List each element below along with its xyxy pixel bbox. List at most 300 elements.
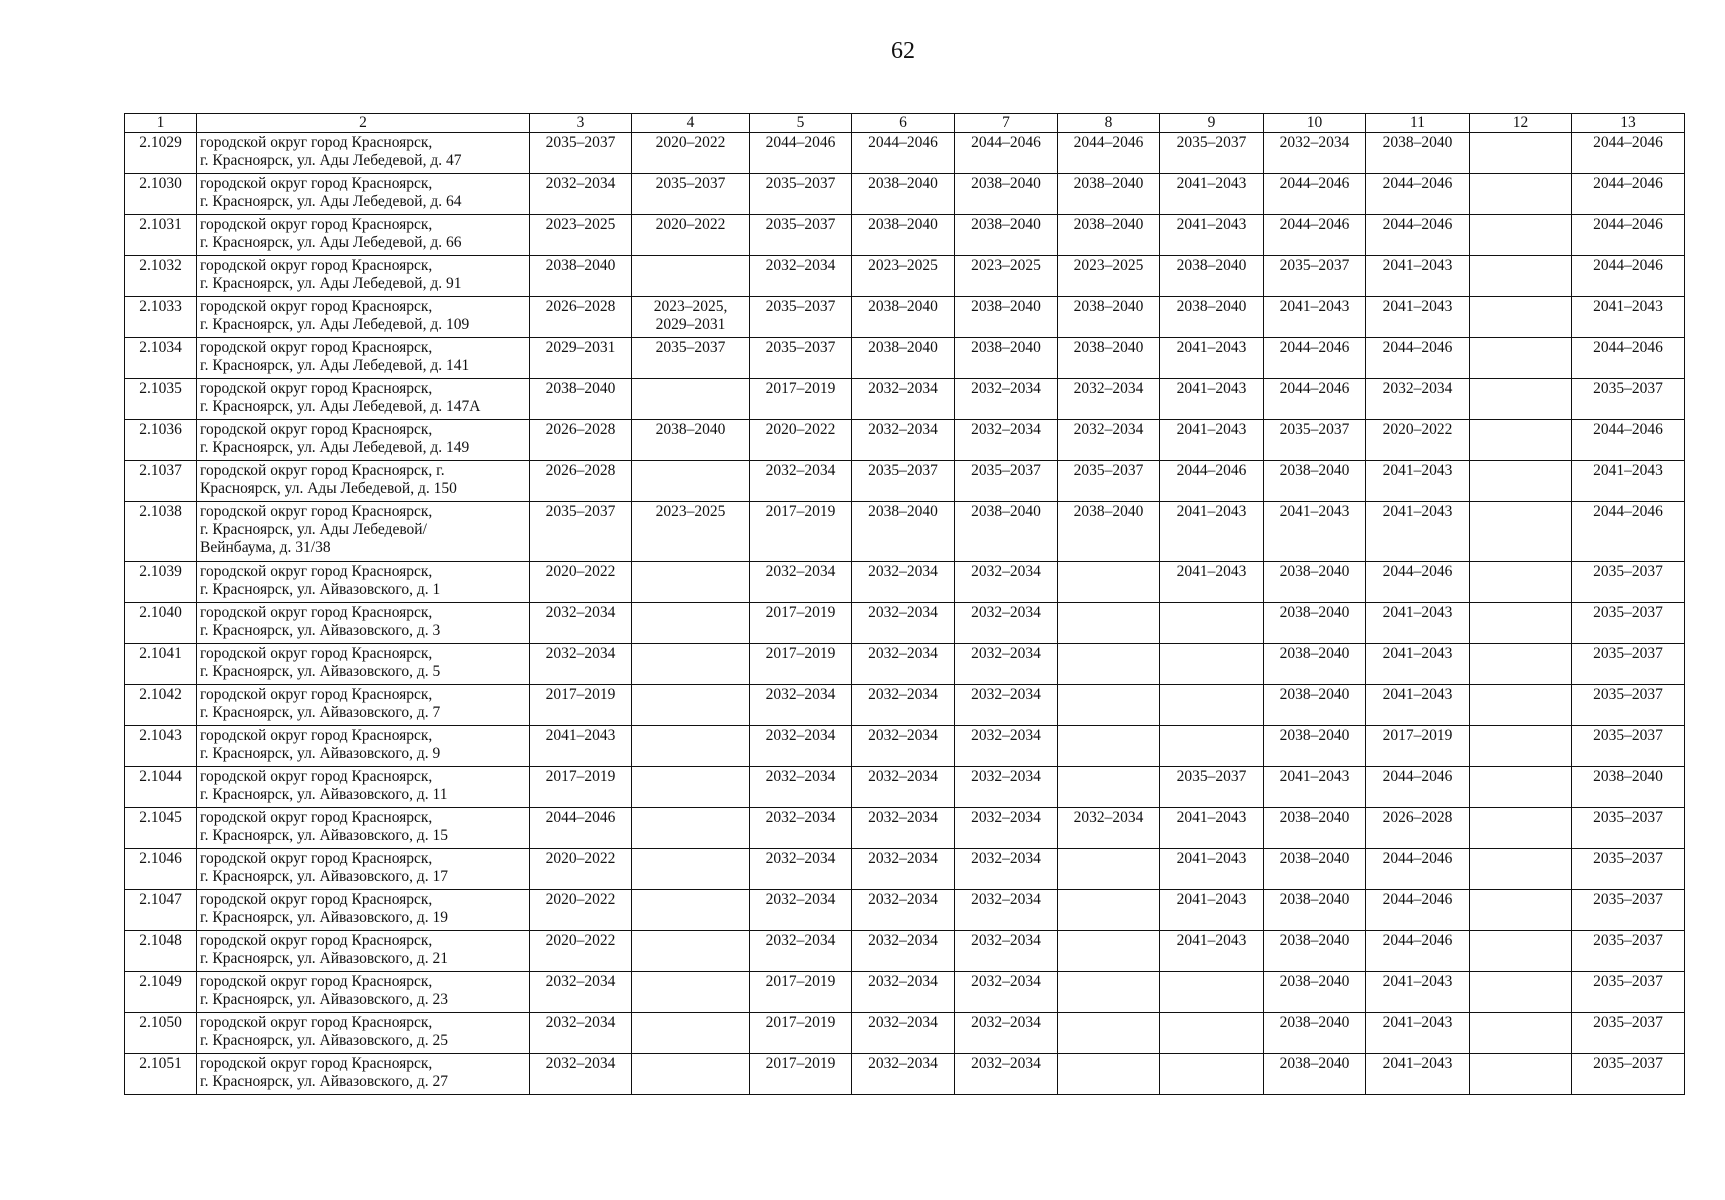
period-cell: 2038–2040: [1058, 174, 1160, 215]
period-cell: 2038–2040: [530, 379, 632, 420]
row-index-cell: 2.1048: [125, 931, 197, 972]
period-cell: 2038–2040: [1160, 297, 1264, 338]
period-cell: 2038–2040: [632, 420, 750, 461]
period-cell: 2032–2034: [852, 603, 955, 644]
period-cell: 2035–2037: [530, 502, 632, 562]
period-cell: 2038–2040: [1160, 256, 1264, 297]
period-cell: 2041–2043: [1264, 502, 1366, 562]
period-cell: 2035–2037: [1572, 562, 1685, 603]
period-cell: 2032–2034: [750, 849, 852, 890]
period-cell: 2044–2046: [1264, 174, 1366, 215]
period-cell: 2038–2040: [1264, 1013, 1366, 1054]
period-cell: 2032–2034: [750, 890, 852, 931]
address-cell: городской округ город Красноярск, г. Красноярск, ул. Ады Лебедевой, д. 150: [197, 461, 530, 502]
period-cell: [1160, 644, 1264, 685]
row-index-cell: 2.1032: [125, 256, 197, 297]
period-cell: 2020–2022: [530, 890, 632, 931]
address-cell: городской округ город Красноярск, г. Красноярск, ул. Ады Лебедевой, д. 149: [197, 420, 530, 461]
table-header: [125, 114, 1685, 133]
period-cell: [1058, 644, 1160, 685]
column-header: 12: [1470, 114, 1572, 133]
period-cell: 2032–2034: [955, 685, 1058, 726]
period-cell: 2038–2040: [1264, 808, 1366, 849]
period-cell: [1470, 808, 1572, 849]
period-cell: [1160, 726, 1264, 767]
period-cell: 2029–2031: [530, 338, 632, 379]
address-cell: городской округ город Красноярск, г. Красноярск, ул. Ады Лебедевой/ Вейнбаума, д. 31/38: [197, 502, 530, 562]
address-cell: городской округ город Красноярск, г. Красноярск, ул. Айвазовского, д. 15: [197, 808, 530, 849]
period-cell: 2032–2034: [955, 931, 1058, 972]
period-cell: 2044–2046: [1366, 890, 1470, 931]
period-cell: 2041–2043: [1160, 849, 1264, 890]
period-cell: 2035–2037: [1572, 808, 1685, 849]
period-cell: 2038–2040: [852, 338, 955, 379]
address-cell: городской округ город Красноярск, г. Красноярск, ул. Айвазовского, д. 7: [197, 685, 530, 726]
period-cell: 2035–2037: [632, 174, 750, 215]
period-cell: 2041–2043: [1160, 174, 1264, 215]
column-header: 6: [852, 114, 955, 133]
period-cell: 2035–2037: [1572, 726, 1685, 767]
period-cell: 2044–2046: [1264, 215, 1366, 256]
period-cell: 2044–2046: [750, 133, 852, 174]
period-cell: 2032–2034: [852, 808, 955, 849]
period-cell: [632, 1013, 750, 1054]
page-number: 62: [891, 38, 915, 64]
table-row: [125, 685, 1685, 726]
period-cell: 2038–2040: [955, 502, 1058, 562]
row-index-cell: 2.1030: [125, 174, 197, 215]
period-cell: 2035–2037: [1572, 603, 1685, 644]
period-cell: 2035–2037: [1160, 133, 1264, 174]
period-cell: [1058, 726, 1160, 767]
period-cell: 2038–2040: [1058, 502, 1160, 562]
period-cell: 2032–2034: [852, 379, 955, 420]
period-cell: [632, 849, 750, 890]
period-cell: [1058, 849, 1160, 890]
column-header: 2: [197, 114, 530, 133]
period-cell: 2044–2046: [1572, 420, 1685, 461]
period-cell: [1058, 1054, 1160, 1095]
period-cell: 2032–2034: [852, 972, 955, 1013]
period-cell: 2038–2040: [955, 338, 1058, 379]
period-cell: 2026–2028: [530, 420, 632, 461]
period-cell: 2041–2043: [1366, 1054, 1470, 1095]
period-cell: [1470, 685, 1572, 726]
period-cell: 2035–2037: [530, 133, 632, 174]
period-cell: 2038–2040: [1264, 972, 1366, 1013]
period-cell: 2032–2034: [750, 931, 852, 972]
period-cell: 2032–2034: [1264, 133, 1366, 174]
period-cell: 2032–2034: [955, 420, 1058, 461]
address-cell: городской округ город Красноярск, г. Красноярск, ул. Айвазовского, д. 25: [197, 1013, 530, 1054]
address-cell: городской округ город Красноярск, г. Красноярск, ул. Айвазовского, д. 5: [197, 644, 530, 685]
period-cell: 2035–2037: [632, 338, 750, 379]
period-cell: [1160, 685, 1264, 726]
period-cell: 2032–2034: [750, 726, 852, 767]
period-cell: [632, 603, 750, 644]
period-cell: [632, 931, 750, 972]
period-cell: 2032–2034: [750, 562, 852, 603]
period-cell: [1470, 1013, 1572, 1054]
period-cell: 2044–2046: [1264, 379, 1366, 420]
period-cell: 2032–2034: [955, 562, 1058, 603]
period-cell: 2038–2040: [955, 174, 1058, 215]
table-row: [125, 1013, 1685, 1054]
row-index-cell: 2.1051: [125, 1054, 197, 1095]
period-cell: [1470, 603, 1572, 644]
period-cell: 2026–2028: [1366, 808, 1470, 849]
table-row: [125, 644, 1685, 685]
period-cell: [1470, 726, 1572, 767]
period-cell: 2035–2037: [1058, 461, 1160, 502]
period-cell: 2044–2046: [852, 133, 955, 174]
period-cell: 2044–2046: [1366, 931, 1470, 972]
period-cell: 2044–2046: [1058, 133, 1160, 174]
period-cell: 2020–2022: [1366, 420, 1470, 461]
row-index-cell: 2.1040: [125, 603, 197, 644]
period-cell: 2041–2043: [1264, 767, 1366, 808]
period-cell: 2038–2040: [1264, 1054, 1366, 1095]
address-cell: городской округ город Красноярск, г. Красноярск, ул. Ады Лебедевой, д. 141: [197, 338, 530, 379]
period-cell: 2041–2043: [1572, 461, 1685, 502]
period-cell: 2044–2046: [1572, 256, 1685, 297]
period-cell: 2023–2025, 2029–2031: [632, 297, 750, 338]
period-cell: 2020–2022: [530, 849, 632, 890]
period-cell: [1470, 215, 1572, 256]
row-index-cell: 2.1047: [125, 890, 197, 931]
period-cell: 2038–2040: [1264, 644, 1366, 685]
period-cell: 2032–2034: [852, 890, 955, 931]
address-cell: городской округ город Красноярск, г. Красноярск, ул. Айвазовского, д. 1: [197, 562, 530, 603]
period-cell: 2041–2043: [1366, 297, 1470, 338]
row-index-cell: 2.1035: [125, 379, 197, 420]
period-cell: 2032–2034: [955, 379, 1058, 420]
period-cell: 2035–2037: [1572, 1054, 1685, 1095]
address-cell: городской округ город Красноярск, г. Красноярск, ул. Айвазовского, д. 19: [197, 890, 530, 931]
table-row: [125, 808, 1685, 849]
table-row: [125, 215, 1685, 256]
period-cell: [632, 808, 750, 849]
period-cell: 2032–2034: [750, 808, 852, 849]
period-cell: 2041–2043: [1160, 379, 1264, 420]
period-cell: 2017–2019: [530, 767, 632, 808]
period-cell: 2035–2037: [852, 461, 955, 502]
table-row: [125, 972, 1685, 1013]
period-cell: [1058, 1013, 1160, 1054]
period-cell: 2041–2043: [1366, 461, 1470, 502]
period-cell: [1470, 338, 1572, 379]
period-cell: [632, 256, 750, 297]
row-index-cell: 2.1038: [125, 502, 197, 562]
period-cell: [1058, 685, 1160, 726]
period-cell: 2023–2025: [955, 256, 1058, 297]
period-cell: 2044–2046: [1572, 133, 1685, 174]
table-row: [125, 931, 1685, 972]
row-index-cell: 2.1046: [125, 849, 197, 890]
period-cell: [632, 890, 750, 931]
period-cell: 2041–2043: [1366, 644, 1470, 685]
period-cell: 2044–2046: [1264, 338, 1366, 379]
period-cell: 2032–2034: [530, 1013, 632, 1054]
period-cell: [1058, 972, 1160, 1013]
period-cell: 2032–2034: [955, 644, 1058, 685]
table-row: [125, 502, 1685, 562]
column-header: 4: [632, 114, 750, 133]
period-cell: 2041–2043: [1160, 215, 1264, 256]
period-cell: [632, 767, 750, 808]
period-cell: 2032–2034: [530, 603, 632, 644]
address-cell: городской округ город Красноярск, г. Красноярск, ул. Айвазовского, д. 3: [197, 603, 530, 644]
period-cell: [632, 1054, 750, 1095]
period-cell: 2035–2037: [1572, 1013, 1685, 1054]
row-index-cell: 2.1041: [125, 644, 197, 685]
period-cell: 2041–2043: [1366, 685, 1470, 726]
row-index-cell: 2.1029: [125, 133, 197, 174]
period-cell: [1470, 174, 1572, 215]
table-row: [125, 726, 1685, 767]
period-cell: 2032–2034: [955, 767, 1058, 808]
table-row: [125, 562, 1685, 603]
period-cell: [1470, 972, 1572, 1013]
period-cell: 2026–2028: [530, 461, 632, 502]
period-cell: 2032–2034: [750, 685, 852, 726]
table-row: [125, 1054, 1685, 1095]
column-header: 7: [955, 114, 1058, 133]
period-cell: 2044–2046: [530, 808, 632, 849]
row-index-cell: 2.1039: [125, 562, 197, 603]
period-cell: 2038–2040: [1264, 726, 1366, 767]
period-cell: [1470, 133, 1572, 174]
period-cell: 2017–2019: [750, 1013, 852, 1054]
period-cell: [632, 726, 750, 767]
period-cell: 2038–2040: [955, 215, 1058, 256]
address-cell: городской округ город Красноярск, г. Красноярск, ул. Ады Лебедевой, д. 47: [197, 133, 530, 174]
row-index-cell: 2.1044: [125, 767, 197, 808]
period-cell: 2017–2019: [750, 502, 852, 562]
period-cell: 2032–2034: [750, 256, 852, 297]
row-index-cell: 2.1036: [125, 420, 197, 461]
table-row: [125, 767, 1685, 808]
period-cell: 2044–2046: [1366, 562, 1470, 603]
period-cell: 2020–2022: [632, 215, 750, 256]
period-cell: 2044–2046: [1572, 174, 1685, 215]
period-cell: 2041–2043: [1160, 890, 1264, 931]
period-cell: 2032–2034: [852, 767, 955, 808]
period-cell: [1470, 461, 1572, 502]
period-cell: 2044–2046: [1366, 849, 1470, 890]
period-cell: 2038–2040: [852, 215, 955, 256]
period-cell: [1470, 256, 1572, 297]
period-cell: 2038–2040: [1264, 603, 1366, 644]
table-row: [125, 133, 1685, 174]
row-index-cell: 2.1031: [125, 215, 197, 256]
period-cell: 2032–2034: [852, 644, 955, 685]
period-cell: [1058, 767, 1160, 808]
table-row: [125, 297, 1685, 338]
period-cell: [1470, 562, 1572, 603]
period-cell: 2041–2043: [1160, 420, 1264, 461]
row-index-cell: 2.1043: [125, 726, 197, 767]
period-cell: [1470, 1054, 1572, 1095]
period-cell: 2017–2019: [750, 644, 852, 685]
period-cell: 2038–2040: [1264, 931, 1366, 972]
period-cell: [1058, 603, 1160, 644]
row-index-cell: 2.1034: [125, 338, 197, 379]
period-cell: 2032–2034: [1058, 379, 1160, 420]
period-cell: 2032–2034: [955, 726, 1058, 767]
column-header: 10: [1264, 114, 1366, 133]
period-cell: 2017–2019: [530, 685, 632, 726]
period-cell: 2032–2034: [852, 849, 955, 890]
period-cell: 2038–2040: [852, 297, 955, 338]
period-cell: 2020–2022: [530, 931, 632, 972]
row-index-cell: 2.1050: [125, 1013, 197, 1054]
period-cell: 2023–2025: [632, 502, 750, 562]
period-cell: 2038–2040: [1264, 461, 1366, 502]
period-cell: [1470, 420, 1572, 461]
period-cell: 2041–2043: [1366, 972, 1470, 1013]
period-cell: 2044–2046: [1572, 215, 1685, 256]
period-cell: [1160, 1054, 1264, 1095]
period-cell: 2035–2037: [1572, 849, 1685, 890]
table-body: [125, 133, 1685, 1095]
address-cell: городской округ город Красноярск, г. Красноярск, ул. Ады Лебедевой, д. 147А: [197, 379, 530, 420]
period-cell: 2041–2043: [1160, 338, 1264, 379]
period-cell: 2038–2040: [1058, 215, 1160, 256]
period-cell: 2044–2046: [955, 133, 1058, 174]
period-cell: [1470, 297, 1572, 338]
period-cell: 2032–2034: [955, 972, 1058, 1013]
address-cell: городской округ город Красноярск, г. Красноярск, ул. Ады Лебедевой, д. 91: [197, 256, 530, 297]
period-cell: 2035–2037: [1572, 379, 1685, 420]
table-row: [125, 338, 1685, 379]
period-cell: 2032–2034: [852, 420, 955, 461]
period-cell: 2032–2034: [852, 726, 955, 767]
period-cell: 2023–2025: [530, 215, 632, 256]
header-row: [125, 114, 1685, 133]
period-cell: 2038–2040: [530, 256, 632, 297]
period-cell: 2032–2034: [530, 972, 632, 1013]
period-cell: 2038–2040: [1366, 133, 1470, 174]
address-cell: городской округ город Красноярск, г. Красноярск, ул. Айвазовского, д. 9: [197, 726, 530, 767]
period-cell: 2035–2037: [1572, 644, 1685, 685]
address-cell: городской округ город Красноярск, г. Красноярск, ул. Айвазовского, д. 27: [197, 1054, 530, 1095]
period-cell: 2032–2034: [955, 890, 1058, 931]
period-cell: 2041–2043: [1366, 1013, 1470, 1054]
table-row: [125, 256, 1685, 297]
period-cell: [1160, 1013, 1264, 1054]
period-cell: [1160, 972, 1264, 1013]
row-index-cell: 2.1033: [125, 297, 197, 338]
period-cell: [1470, 379, 1572, 420]
period-cell: 2041–2043: [1366, 502, 1470, 562]
address-cell: городской округ город Красноярск, г. Красноярск, ул. Айвазовского, д. 23: [197, 972, 530, 1013]
period-cell: 2032–2034: [1058, 808, 1160, 849]
period-cell: 2044–2046: [1366, 215, 1470, 256]
address-cell: городской округ город Красноярск, г. Красноярск, ул. Ады Лебедевой, д. 64: [197, 174, 530, 215]
period-cell: 2038–2040: [1264, 849, 1366, 890]
period-cell: 2020–2022: [632, 133, 750, 174]
period-cell: 2044–2046: [1366, 767, 1470, 808]
period-cell: 2044–2046: [1366, 338, 1470, 379]
period-cell: 2044–2046: [1572, 338, 1685, 379]
column-header: 13: [1572, 114, 1685, 133]
period-cell: [632, 562, 750, 603]
period-cell: 2032–2034: [852, 1054, 955, 1095]
period-cell: 2038–2040: [955, 297, 1058, 338]
period-cell: 2038–2040: [1058, 338, 1160, 379]
period-cell: 2017–2019: [750, 972, 852, 1013]
address-cell: городской округ город Красноярск, г. Красноярск, ул. Ады Лебедевой, д. 109: [197, 297, 530, 338]
table-row: [125, 890, 1685, 931]
period-cell: [1470, 931, 1572, 972]
period-cell: 2035–2037: [750, 338, 852, 379]
period-cell: 2035–2037: [750, 297, 852, 338]
period-cell: 2041–2043: [1160, 502, 1264, 562]
period-cell: [1470, 502, 1572, 562]
column-header: 5: [750, 114, 852, 133]
table-row: [125, 379, 1685, 420]
period-cell: 2017–2019: [1366, 726, 1470, 767]
period-cell: 2032–2034: [530, 644, 632, 685]
period-cell: 2017–2019: [750, 603, 852, 644]
table-row: [125, 849, 1685, 890]
period-cell: [1058, 890, 1160, 931]
period-cell: 2038–2040: [1058, 297, 1160, 338]
period-cell: 2017–2019: [750, 379, 852, 420]
column-header: 11: [1366, 114, 1470, 133]
table-row: [125, 461, 1685, 502]
period-cell: 2032–2034: [852, 562, 955, 603]
column-header: 3: [530, 114, 632, 133]
period-cell: 2032–2034: [955, 849, 1058, 890]
period-cell: [632, 685, 750, 726]
period-cell: 2041–2043: [1264, 297, 1366, 338]
period-cell: [1470, 849, 1572, 890]
period-cell: 2032–2034: [750, 767, 852, 808]
row-index-cell: 2.1042: [125, 685, 197, 726]
period-cell: 2035–2037: [1572, 931, 1685, 972]
period-cell: 2023–2025: [852, 256, 955, 297]
period-cell: 2035–2037: [1572, 972, 1685, 1013]
period-cell: 2035–2037: [1572, 890, 1685, 931]
column-header: 9: [1160, 114, 1264, 133]
period-cell: 2041–2043: [1366, 603, 1470, 644]
period-cell: 2041–2043: [1366, 256, 1470, 297]
period-cell: 2038–2040: [1572, 767, 1685, 808]
row-index-cell: 2.1049: [125, 972, 197, 1013]
period-cell: 2026–2028: [530, 297, 632, 338]
table-row: [125, 603, 1685, 644]
column-header: 1: [125, 114, 197, 133]
period-cell: [1470, 644, 1572, 685]
table-row: [125, 420, 1685, 461]
period-cell: 2038–2040: [852, 502, 955, 562]
period-cell: 2017–2019: [750, 1054, 852, 1095]
period-cell: 2044–2046: [1160, 461, 1264, 502]
period-cell: 2041–2043: [1160, 562, 1264, 603]
period-cell: 2032–2034: [852, 685, 955, 726]
period-cell: 2032–2034: [955, 1013, 1058, 1054]
period-cell: 2038–2040: [1264, 562, 1366, 603]
period-cell: 2032–2034: [1058, 420, 1160, 461]
period-cell: 2038–2040: [852, 174, 955, 215]
period-cell: 2032–2034: [955, 603, 1058, 644]
period-cell: 2044–2046: [1572, 502, 1685, 562]
address-cell: городской округ город Красноярск, г. Красноярск, ул. Айвазовского, д. 21: [197, 931, 530, 972]
period-cell: [1058, 931, 1160, 972]
address-cell: городской округ город Красноярск, г. Красноярск, ул. Айвазовского, д. 11: [197, 767, 530, 808]
